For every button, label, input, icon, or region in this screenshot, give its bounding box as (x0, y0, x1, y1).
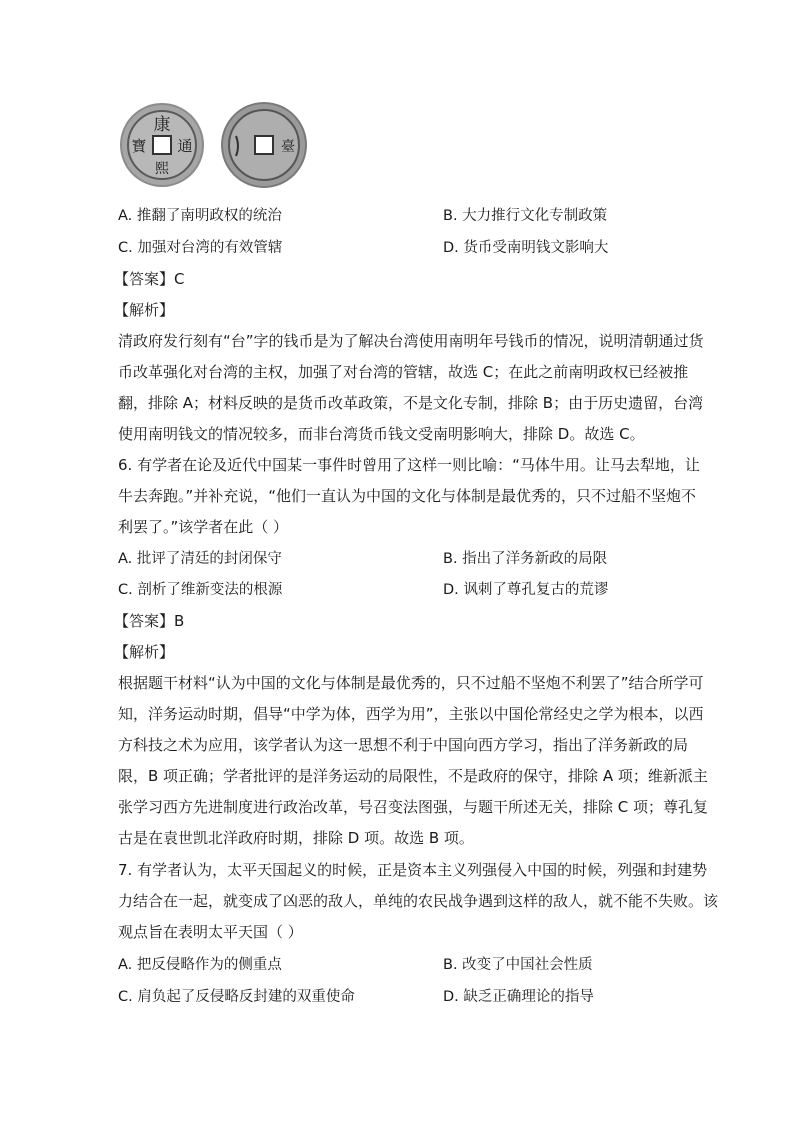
q5-analysis-line: 使用南明钱文的情况较多，而非台湾货币钱文受南明影响大，排除 D。故选 C。 (118, 425, 645, 443)
q7-option-a: A. 把反侵略作为的侧重点 (118, 957, 282, 973)
q6-analysis-line: 限，B 项正确；学者批评的是洋务运动的局限性，不是政府的保守，排除 A 项；维新派主 (118, 767, 708, 785)
q7-stem-line: 7. 有学者认为，太平天国起义的时候，正是资本主义列强侵入中国的时候，列强和封建势 (118, 861, 708, 879)
coin-illustration (118, 100, 310, 190)
coin-char-left: 寶 (131, 137, 147, 155)
q6-option-a: A. 批评了清廷的封闭保守 (118, 551, 282, 567)
q5-answer: 【答案】C (114, 270, 185, 288)
q6-answer: 【答案】B (114, 612, 185, 630)
q7-option-b: B. 改变了中国社会性质 (443, 957, 593, 973)
coin-reverse-char: 臺 (281, 139, 295, 155)
q6-stem-line: 利罢了。”该学者在此（ ） (118, 518, 289, 536)
q6-option-c: C. 剖析了维新变法的根源 (118, 582, 283, 598)
q5-option-a: A. 推翻了南明政权的统治 (118, 208, 282, 224)
q6-analysis-line: 知，洋务运动时期，倡导“中学为体，西学为用”，主张以中国伦常经史之学为根本，以西 (118, 705, 704, 723)
q5-option-d: D. 货币受南明钱文影响大 (443, 240, 609, 256)
q7-stem-line: 力结合在一起，就变成了凶恶的敌人，单纯的农民战争遇到这样的敌人，就不能不失败。该 (118, 892, 719, 910)
q6-option-d: D. 讽刺了尊孔复古的荒谬 (443, 582, 609, 598)
q5-analysis-line: 币改革强化对台湾的主权，加强了对台湾的管辖，故选 C；在此之前南明政权已经被推 (118, 363, 689, 381)
coin-char-bottom: 熙 (155, 161, 169, 177)
q5-analysis-label: 【解析】 (114, 301, 175, 319)
q6-analysis-line: 方科技之术为应用，该学者认为这一思想不利于中国向西方学习，指出了洋务新政的局 (118, 736, 689, 754)
q7-option-c: C. 肩负起了反侵略反封建的双重使命 (118, 989, 355, 1005)
q5-analysis-line: 清政府发行刻有“台”字的钱币是为了解决台湾使用南明年号钱币的情况，说明清朝通过货 (118, 332, 704, 350)
coin-char-right: 通 (177, 137, 193, 155)
q7-stem-line: 观点旨在表明太平天国（ ） (118, 923, 303, 941)
q6-analysis-line: 古是在袁世凯北洋政府时期，排除 D 项。故选 B 项。 (118, 829, 474, 847)
q6-stem-line: 6. 有学者在论及近代中国某一事件时曾用了这样一则比喻：“马体牛用。让马去犁地，让 (118, 456, 700, 474)
q6-analysis-line: 张学习西方先进制度进行政治改革，号召变法图强，与题干所述无关，排除 C 项；尊孔复 (118, 798, 709, 816)
coin-obverse (120, 103, 204, 187)
q6-option-b: B. 指出了洋务新政的局限 (443, 551, 608, 567)
q5-option-b: B. 大力推行文化专制政策 (443, 208, 608, 224)
coin-reverse (221, 102, 307, 188)
q6-analysis-label: 【解析】 (114, 643, 175, 661)
coin-char-top: 康 (153, 115, 171, 135)
q5-option-c: C. 加强对台湾的有效管辖 (118, 240, 283, 256)
q6-stem-line: 牛去奔跑。”并补充说，“他们一直认为中国的文化与体制是最优秀的，只不过船不坚炮不 (118, 487, 697, 505)
q5-analysis-line: 翻，排除 A；材料反映的是货币改革政策，不是文化专制，排除 B；由于历史遗留，台湾 (118, 394, 704, 412)
coin-images (118, 100, 310, 190)
q6-analysis-line: 根据题干材料“认为中国的文化与体制是最优秀的，只不过船不坚炮不利罢了”结合所学可 (118, 674, 704, 692)
q7-option-d: D. 缺乏正确理论的指导 (443, 989, 594, 1005)
